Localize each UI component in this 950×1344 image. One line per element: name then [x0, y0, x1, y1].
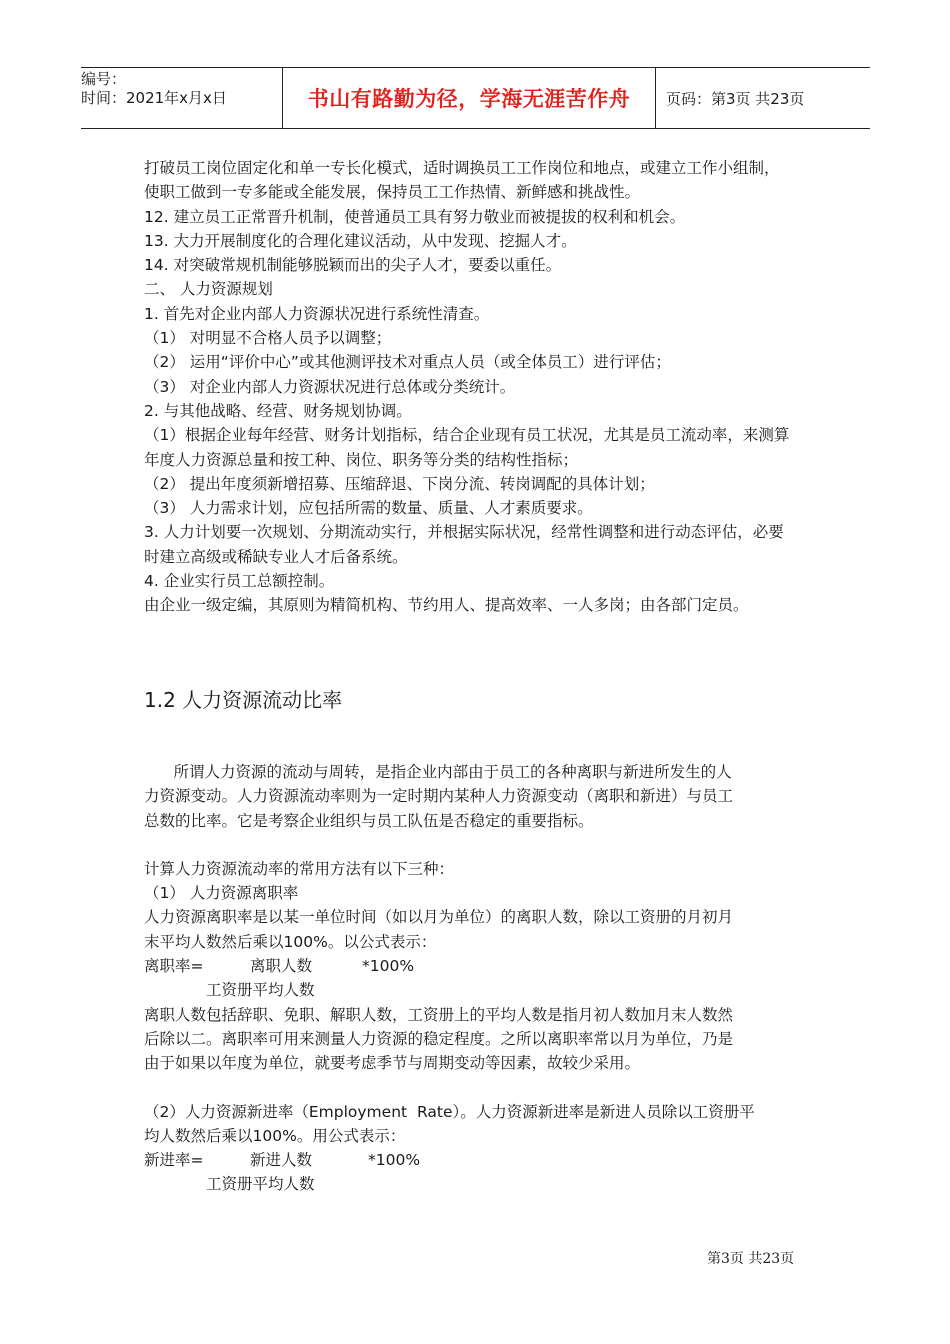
methods-intro: 计算人力资源流动率的常用方法有以下三种：	[144, 859, 455, 878]
hire-formula	[144, 1148, 814, 1172]
body-line: 12. 建立员工正常晋升机制，使普通员工具有努力敬业而被提拔的权利和机会。	[144, 207, 686, 226]
formula-numerator: 新进人数	[250, 1151, 313, 1170]
method1-line: 末平均人数然后乘以100%。以公式表示：	[144, 932, 437, 951]
body-line: 2. 与其他战略、经营、财务规划协调。	[144, 401, 412, 420]
body-line: （2） 运用“评价中心”或其他测评技术对重点人员（或全体员工）进行评估；	[144, 353, 671, 372]
header-motto-cell	[282, 68, 656, 128]
body-line: 3. 人力计划要一次规划、分期流动实行，并根据实际状况，经常性调整和进行动态评估，必要	[144, 523, 784, 542]
header-motto: 书山有路勤为径，学海无涯苦作舟	[307, 87, 631, 111]
body-line: （1） 对明显不合格人员予以调整；	[144, 329, 392, 348]
method1-after-line: 由于如果以年度为单位，就要考虑季节与周期变动等因素，故较少采用。	[144, 1054, 641, 1073]
body-line: 使职工做到一专多能或全能发展，保持员工工作热情、新鲜感和挑战性。	[144, 183, 641, 202]
body-line: 1. 首先对企业内部人力资源状况进行系统性清查。	[144, 304, 490, 323]
attrition-formula	[144, 954, 814, 978]
document-date-label: 时间：2021年x月x日	[81, 89, 227, 107]
header-page-number: 页码：第3页 共23页	[666, 89, 805, 108]
intro-line: 力资源变动。人力资源流动率则为一定时期内某种人力资源变动（离职和新进）与员工	[144, 787, 734, 806]
document-number-label: 编号：	[81, 70, 127, 88]
body-line: 14. 对突破常规机制能够脱颖而出的尖子人才，要委以重任。	[144, 256, 562, 275]
body-line: （1）根据企业每年经营、财务计划指标，结合企业现有员工状况，尤其是员工流动率，来测算	[144, 426, 790, 445]
body-text	[144, 156, 814, 618]
formula-label: 新进率=	[144, 1151, 204, 1170]
method1-title: （1） 人力资源离职率	[144, 884, 299, 903]
body-line: 时建立高级或稀缺专业人才后备系统。	[144, 547, 408, 566]
formula-label: 离职率=	[144, 957, 204, 976]
body-line: （3） 对企业内部人力资源状况进行总体或分类统计。	[144, 377, 516, 396]
hire-formula-denominator-row	[144, 1172, 814, 1196]
section-title: 二、 人力资源规划	[144, 280, 273, 299]
intro-line: 总数的比率。它是考察企业组织与员工队伍是否稳定的重要指标。	[144, 811, 594, 830]
method1-line: 人力资源离职率是以某一单位时间（如以月为单位）的离职人数，除以工资册的月初月	[144, 908, 734, 927]
formula-denominator: 工资册平均人数	[206, 1175, 315, 1194]
formula-denominator: 工资册平均人数	[206, 981, 315, 1000]
method2-line: 均人数然后乘以100%。用公式表示：	[144, 1126, 406, 1145]
formula-factor: *100%	[362, 957, 415, 976]
body-line: 打破员工岗位固定化和单一专长化模式，适时调换员工工作岗位和地点，或建立工作小组制，	[144, 159, 780, 177]
body-line: 13. 大力开展制度化的合理化建议活动，从中发现、挖掘人才。	[144, 231, 577, 250]
body-line: 由企业一级定编，其原则为精简机构、节约用人、提高效率、一人多岗；由各部门定员。	[144, 596, 749, 615]
body-line: 年度人力资源总量和按工种、岗位、职务等分类的结构性指标；	[144, 450, 579, 469]
section-heading: 1.2 人力资源流动比率	[144, 688, 343, 712]
body-line: （3） 人力需求计划，应包括所需的数量、质量、人才素质要求。	[144, 499, 593, 518]
flow-rate-text	[144, 760, 814, 1197]
method1-after-line: 离职人数包括辞职、免职、解职人数，工资册上的平均人数是指月初人数加月末人数然	[144, 1005, 734, 1024]
page-footer: 第3页 共23页	[707, 1251, 795, 1267]
attrition-formula-denominator-row	[144, 978, 814, 1002]
method2-line: （2）人力资源新进率（Employment Rate）。人力资源新进率是新进人员除以工资册平	[144, 1102, 755, 1121]
header-page-cell	[656, 68, 870, 128]
formula-numerator: 离职人数	[250, 957, 313, 976]
page-header	[81, 67, 870, 129]
method1-after-line: 后除以二。离职率可用来测量人力资源的稳定程度。之所以离职率常以月为单位，乃是	[144, 1029, 734, 1048]
body-line: （2） 提出年度须新增招募、压缩辞退、下岗分流、转岗调配的具体计划；	[144, 474, 655, 493]
formula-factor: *100%	[368, 1151, 421, 1170]
intro-line: 所谓人力资源的流动与周转，是指企业内部由于员工的各种离职与新进所发生的人	[144, 763, 732, 781]
body-line: 4. 企业实行员工总额控制。	[144, 572, 335, 591]
header-meta	[81, 68, 282, 128]
